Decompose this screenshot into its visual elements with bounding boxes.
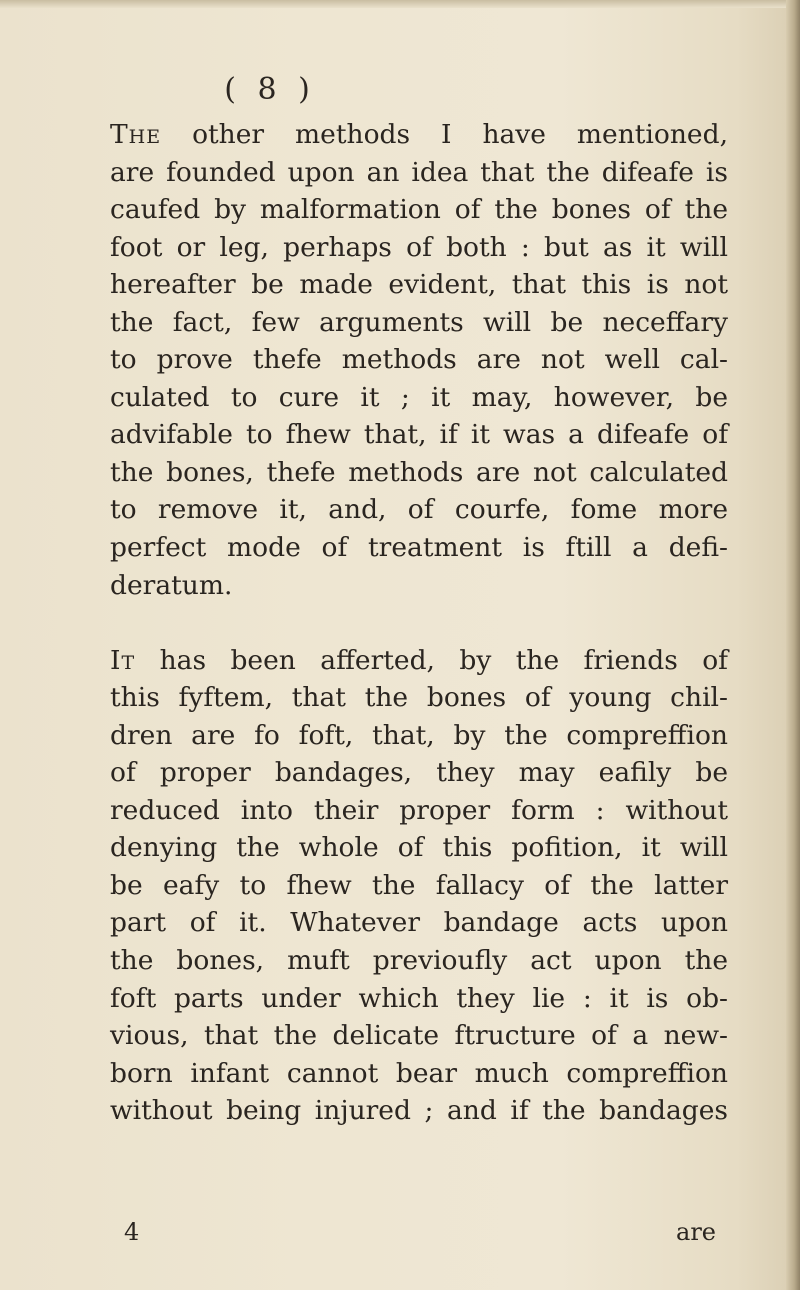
paragraph-1-line-9: advifable to fhew that, if it was a difeafe of	[110, 419, 728, 451]
paragraph-1-line-8: culated to cure it ; it may, however, be	[110, 381, 728, 413]
paragraph-1-line-7: to prove thefe methods are not well cal-	[110, 344, 728, 376]
paragraph-2-line-6: denying the whole of this pofition, it will	[110, 832, 728, 864]
paragraph-2-lead-word: It	[110, 644, 136, 676]
paragraph-1-line-6: the fact, few arguments will be neceffary	[110, 306, 728, 338]
paragraph-1-line-13: deratum.	[110, 569, 233, 601]
catchword: are	[676, 1218, 716, 1246]
paragraph-2-line-3: dren are fo foft, that, by the compreffion	[110, 719, 728, 751]
paragraph-spacer	[110, 604, 728, 642]
body-text	[110, 116, 728, 1130]
paragraph-2-line-13: without being injured ; and if the bandages	[110, 1095, 728, 1127]
paragraph-2-line-8: part of it. Whatever bandage acts upon	[110, 907, 728, 939]
page-footer	[110, 1218, 728, 1254]
paragraph-1-lead-word: The	[110, 119, 162, 150]
signature-mark: 4	[124, 1218, 140, 1246]
paragraph-2-line-7: be eafy to fhew the fallacy of the latter	[110, 869, 728, 901]
paragraph-2-line-10: foft parts under which they lie : it is ob-	[110, 982, 728, 1014]
paragraph-1-line-1	[110, 116, 728, 154]
paragraph-2-first-line-text: has been afferted, by the friends of	[135, 644, 728, 676]
paragraph-2-line-4: of proper bandages, they may eafily be	[110, 757, 728, 789]
paragraph-2-line-5: reduced into their proper form : without	[110, 794, 728, 826]
paragraph-1-line-4: foot or leg, perhaps of both : but as it will	[110, 231, 728, 263]
page-number: ( 8 )	[224, 72, 316, 107]
paragraph-1-line-12: perfect mode of treatment is ftill a defi-	[110, 532, 728, 564]
page-right-edge	[786, 0, 800, 1290]
paragraph-1-line-2: are founded upon an idea that the difeafe is	[110, 156, 728, 188]
page-top-edge	[0, 0, 800, 8]
paragraph-2-line-12: born infant cannot bear much compreffion	[110, 1057, 728, 1089]
paragraph-2-line-11: vious, that the delicate ftructure of a new-	[110, 1020, 728, 1052]
paragraph-1-line-11: to remove it, and, of courfe, fome more	[110, 494, 728, 526]
paragraph-2-line-9: the bones, muft previoufly act upon the	[110, 945, 728, 977]
paragraph-2-line-2: this fyftem, that the bones of young chil-	[110, 682, 728, 714]
paragraph-1-line-3: caufed by malformation of the bones of the	[110, 194, 728, 226]
paragraph-1-line-10: the bones, thefe methods are not calculated	[110, 456, 728, 488]
paragraph-1-line-5: hereafter be made evident, that this is not	[110, 269, 728, 301]
paragraph-2-line-1	[110, 642, 728, 680]
paragraph-1-first-line-text: other methods I have mentioned,	[161, 119, 728, 150]
